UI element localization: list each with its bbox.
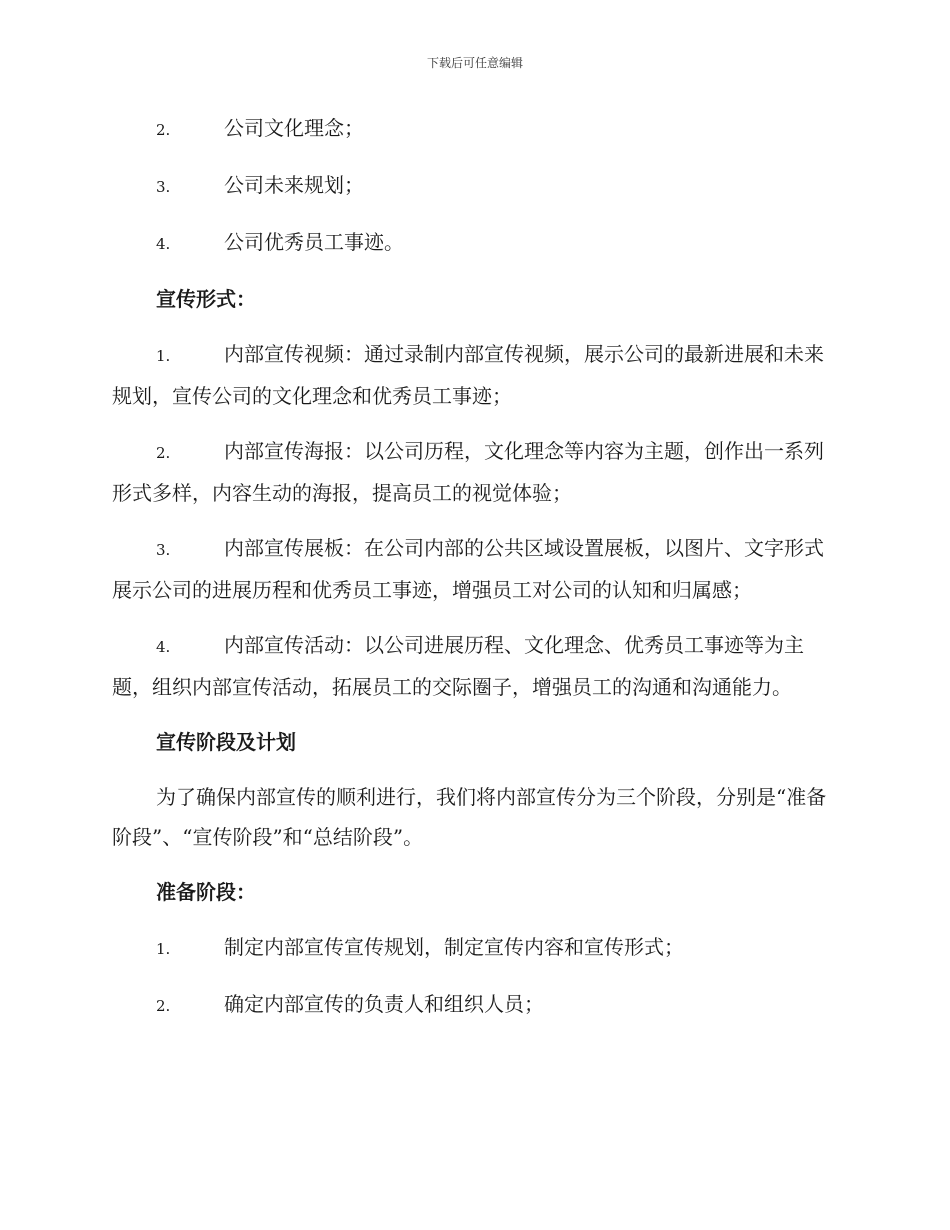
list-number: 3. — [156, 541, 171, 559]
list-item — [112, 927, 837, 969]
list-text: 制定内部宣传宣传规划，制定宣传内容和宣传形式； — [224, 935, 684, 959]
document-body — [112, 108, 837, 1041]
list-text: 公司文化理念； — [224, 116, 364, 140]
section-heading-forms: 宣传形式： — [156, 287, 256, 311]
list-text: 公司优秀员工事迹。 — [224, 230, 404, 254]
section-heading-prep: 准备阶段： — [156, 880, 256, 904]
section-heading-stages: 宣传阶段及计划 — [156, 730, 296, 754]
list-item — [112, 984, 837, 1026]
list-text: 公司未来规划； — [224, 173, 364, 197]
list-number: 1. — [156, 347, 171, 365]
paragraph-stages: 为了确保内部宣传的顺利进行，我们将内部宣传分为三个阶段，分别是“准备阶段”、“宣传阶段”和“总结阶段”。 — [112, 785, 827, 849]
page-header: 下载后可任意编辑 — [426, 56, 523, 70]
list-item — [112, 165, 837, 207]
list-text: 内部宣传视频：通过录制内部宣传视频，展示公司的最新进展和未来规划，宣传公司的文化理念和优秀员工事迹； — [112, 342, 824, 408]
list-item — [112, 108, 837, 150]
list-number: 4. — [156, 638, 171, 656]
list-item — [112, 222, 837, 264]
list-number: 1. — [156, 940, 171, 958]
list-text: 内部宣传活动：以公司进展历程、文化理念、优秀员工事迹等为主题，组织内部宣传活动，拓展员工的交际圈子，增强员工的沟通和沟通能力。 — [112, 633, 804, 699]
list-item — [112, 334, 837, 416]
list-number: 3. — [156, 178, 171, 196]
list-text: 内部宣传海报：以公司历程，文化理念等内容为主题，创作出一系列形式多样，内容生动的海报，提高员工的视觉体验； — [112, 439, 824, 505]
list-item — [112, 528, 837, 610]
list-number: 2. — [156, 997, 171, 1015]
list-text: 内部宣传展板：在公司内部的公共区域设置展板，以图片、文字形式展示公司的进展历程和优秀员工事迹，增强员工对公司的认知和归属感； — [112, 536, 824, 602]
list-number: 2. — [156, 121, 171, 139]
list-text: 确定内部宣传的负责人和组织人员； — [224, 992, 544, 1016]
list-number: 4. — [156, 235, 171, 253]
list-number: 2. — [156, 444, 171, 462]
list-item — [112, 431, 837, 513]
list-item — [112, 625, 837, 707]
